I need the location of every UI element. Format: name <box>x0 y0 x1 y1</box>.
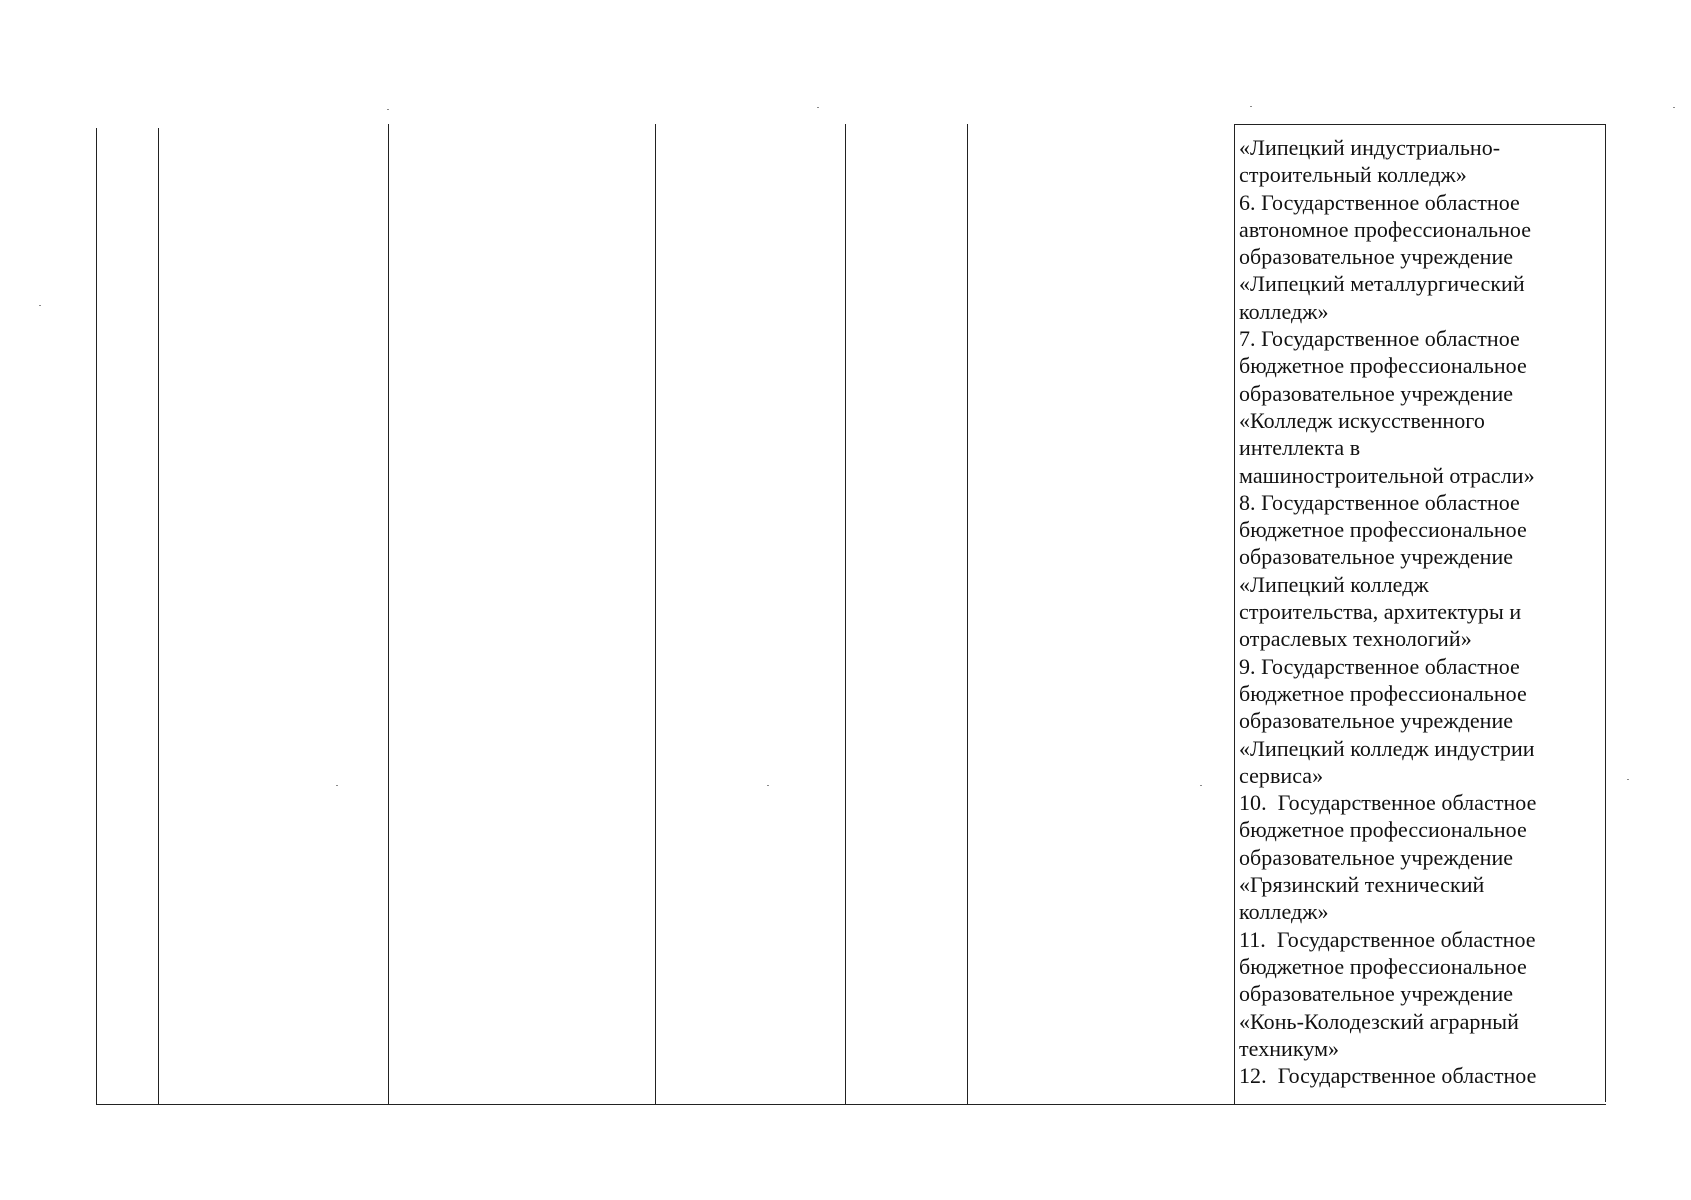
scan-speck <box>1627 779 1629 780</box>
text-line: «Колледж искусственного <box>1239 407 1485 433</box>
scan-speck <box>1250 106 1252 107</box>
text-line: «Липецкий колледж <box>1239 571 1429 597</box>
text-line: 6. Государственное областное <box>1239 189 1520 215</box>
text-line: колледж» <box>1239 899 1329 925</box>
text-line: интеллекта в <box>1239 435 1361 461</box>
text-line: образовательное учреждение <box>1239 380 1514 406</box>
text-line: бюджетное профессиональное <box>1239 680 1527 706</box>
text-line: образовательное учреждение <box>1239 244 1514 270</box>
table-top-border-last-column <box>1234 124 1606 125</box>
text-line: автономное профессиональное <box>1239 216 1532 242</box>
text-line: 10. Государственное областное <box>1239 790 1537 816</box>
text-line: образовательное учреждение <box>1239 544 1514 570</box>
column-divider-1 <box>158 128 159 1105</box>
last-column-cell-text <box>1239 134 1607 1089</box>
column-divider-6 <box>1234 124 1235 1105</box>
scan-speck <box>817 107 819 108</box>
scan-speck <box>1200 785 1202 786</box>
text-line: строительства, архитектуры и <box>1239 599 1522 625</box>
table-border-left <box>96 128 97 1105</box>
text-line: бюджетное профессиональное <box>1239 817 1527 843</box>
text-line: образовательное учреждение <box>1239 844 1514 870</box>
text-line: «Липецкий металлургический <box>1239 271 1525 297</box>
text-line: «Конь-Колодезский аграрный <box>1239 1008 1519 1034</box>
column-divider-4 <box>845 124 846 1105</box>
scan-speck <box>767 785 769 786</box>
column-divider-5 <box>967 124 968 1105</box>
scan-speck <box>39 305 41 306</box>
text-line: строительный колледж» <box>1239 162 1467 188</box>
scan-speck <box>387 109 389 110</box>
text-line: бюджетное профессиональное <box>1239 517 1527 543</box>
text-line: образовательное учреждение <box>1239 981 1514 1007</box>
text-line: 7. Государственное областное <box>1239 326 1520 352</box>
text-line: отраслевых технологий» <box>1239 626 1472 652</box>
text-line: «Грязинский технический <box>1239 872 1485 898</box>
text-line: 9. Государственное областное <box>1239 653 1520 679</box>
text-line: бюджетное профессиональное <box>1239 953 1527 979</box>
text-line: 8. Государственное областное <box>1239 489 1520 515</box>
table-bottom-border <box>96 1104 1606 1105</box>
text-line: машиностроительной отрасли» <box>1239 462 1535 488</box>
text-line: «Липецкий индустриально- <box>1239 135 1501 160</box>
text-line: сервиса» <box>1239 762 1324 788</box>
text-line: техникум» <box>1239 1035 1340 1061</box>
text-line: образовательное учреждение <box>1239 708 1514 734</box>
column-divider-2 <box>388 124 389 1105</box>
text-line: колледж» <box>1239 298 1329 324</box>
text-line: 12. Государственное областное <box>1239 1063 1537 1089</box>
column-divider-3 <box>655 124 656 1105</box>
text-line: «Липецкий колледж индустрии <box>1239 735 1535 761</box>
text-line: бюджетное профессиональное <box>1239 353 1527 379</box>
text-line: 11. Государственное областное <box>1239 926 1536 952</box>
scan-speck <box>1673 107 1675 108</box>
scan-speck <box>336 785 338 786</box>
